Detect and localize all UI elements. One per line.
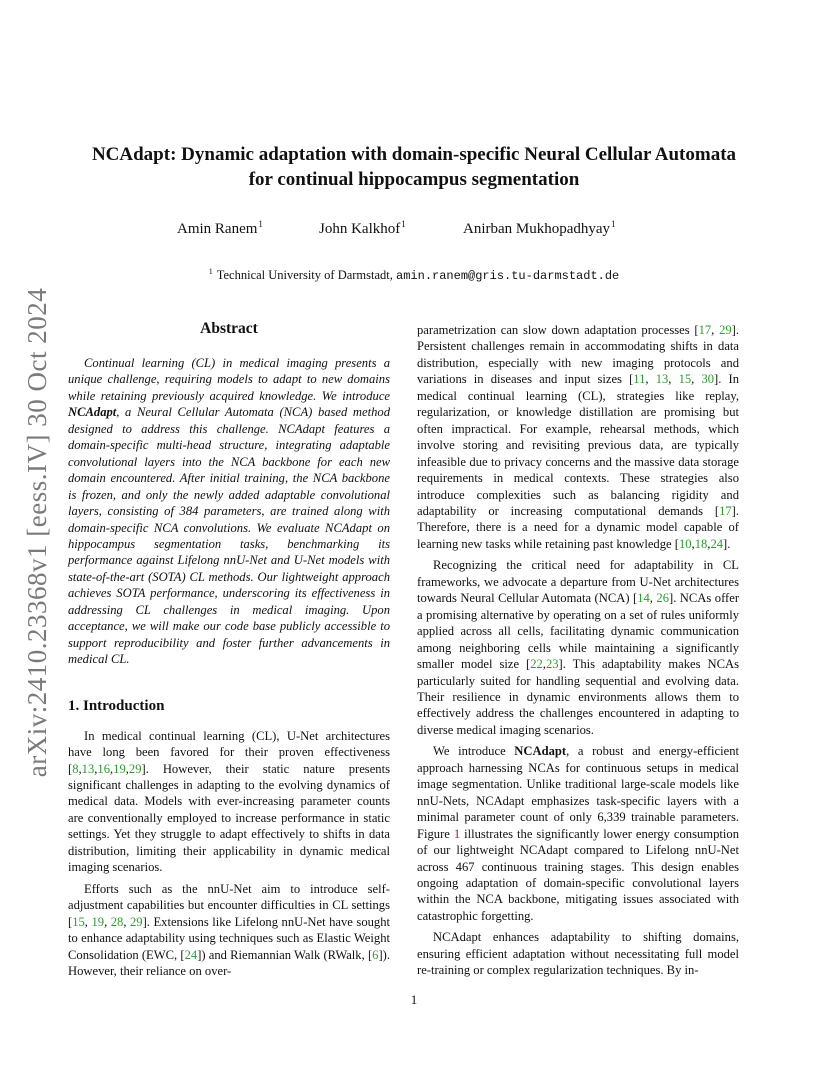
citation-link[interactable]: 28 <box>110 914 124 929</box>
citation-link[interactable]: 29 <box>130 914 143 929</box>
left-column <box>68 320 390 979</box>
citation-link[interactable]: 14 <box>637 591 650 606</box>
body-paragraph-adaptability: NCAdapt enhances adaptability to shifting domains, ensuring efficient adaptation without necessitating full model re-training or complex regularization techniques. By in- <box>417 930 739 978</box>
citation-link[interactable]: 30 <box>701 372 715 387</box>
citation-link[interactable]: 24 <box>710 536 724 551</box>
citation-link[interactable]: 19 <box>91 914 105 929</box>
intro-paragraph-2: Efforts such as the nnU-Net aim to introduce self-adjustment capabilities but encounter difficulties in CL settings [15, 19, 28, 29]. Extensions like Lifelong nnU-Net have sought to enhance adaptability using techniques such as Elastic Weight Consolidation (EWC, [24]) and Riemannian Walk (RWalk, [6]). However, their reliance on over- <box>68 881 391 978</box>
citation-link[interactable]: 13 <box>81 761 95 776</box>
section-heading-introduction: 1. Introduction <box>68 697 165 714</box>
title-line-2: for continual hippocampus segmentation <box>248 169 580 190</box>
author-list <box>0 219 828 241</box>
citation-link[interactable]: 16 <box>97 761 110 776</box>
author-1: Amin Ranem$^1$ <box>177 219 263 237</box>
citation-link[interactable]: 15 <box>678 372 692 387</box>
figure-reference-link[interactable]: 1 <box>453 826 461 841</box>
body-paragraph-ncadapt: We introduce NCAdapt, a robust and energy-efficient approach harnessing NCAs for continuous setups in medical image segmentation. Unlike traditional large-scale models like nnU-Nets, NCAdapt emphasizes task-specific layers with a minimal parameter count of only 6,339 trainable parameters. Figure 1 illustrates the significantly lower energy consumption of our lightweight NCAdapt compared to Lifelong nnU-Net across 467 continuous training stages. This design enables ongoing adaptation of domain-specific convolutional layers within the NCA backbone, mitigating issues associated with catastrophic forgetting. <box>417 744 739 923</box>
citation-link[interactable]: 24 <box>184 947 198 962</box>
title-line-1: NCAdapt: Dynamic adaptation with domain-specific Neural Cellular Automata <box>91 144 737 165</box>
citation-link[interactable]: 17 <box>698 323 712 337</box>
citation-link[interactable]: 23 <box>545 657 559 672</box>
citation-link[interactable]: 26 <box>656 591 669 606</box>
body-paragraph-continued: parametrization can slow down adaptation processes [17, 29]. Persistent challenges remain in accommodating shifts in data distribution, especially with new imaging protocols and variations in diseases and input sizes [11, 13, 15, 30]. In medical continual learning (CL), strategies like replay, regularization, or knowledge distillation are promising but often impractical. For example, rehearsal methods, which involve storing and revisiting previous data, are typically infeasible due to privacy concerns and the massive data storage requirements in medical contexts. These strategies also introduce complexities such as balancing rigidity and adaptability or increasing computational demands [17]. Therefore, there is a need for a dynamic model capable of learning new tasks while retaining past knowledge [10,18,24]. <box>417 323 739 551</box>
citation-link[interactable]: 8 <box>72 761 79 776</box>
page-number: 1 <box>410 992 418 1007</box>
citation-link[interactable]: 15 <box>72 914 85 929</box>
author-3: Anirban Mukhopadhyay$^1$ <box>463 219 616 237</box>
citation-link[interactable]: 13 <box>655 372 669 387</box>
right-column <box>417 322 739 979</box>
citation-link[interactable]: 10 <box>678 536 692 551</box>
citation-link[interactable]: 29 <box>719 323 732 337</box>
intro-paragraph-1: In medical continual learning (CL), U-Net architectures have long been favored for their proven effectiveness [8,13,16,19,29]. However, their static nature presents significant challenges in adapting to the evolving dynamics of medical data. Models with ever-increasing parameter counts are conventionally employed to increase performance in static settings. Yet they struggle to adapt effectively to shifts in data distribution, limiting their applicability in dynamic medical imaging scenarios. <box>68 728 390 875</box>
abstract-text: Continual learning (CL) in medical imaging presents a unique challenge, requiring models to adapt to new domains while retaining previously acquired knowledge. We introduce NCAdapt, a Neural Cellular Automata (NCA) based method designed to address this challenge. NCAdapt features a domain-specific multi-head structure, integrating adaptable convolutional layers into the NCA backbone for each new domain encountered. After initial training, the NCA backbone is frozen, and only the newly added adaptable convolutional layers, consisting of 384 parameters, are trained along with domain-specific NCA convolutions. We evaluate NCAdapt on hippocampus segmentation tasks, benchmarking its performance against Lifelong nnU-Net and U-Net models with state-of-the-art (SOTA) CL methods. Our lightweight approach achieves SOTA performance, underscoring its effectiveness in addressing CL challenges in medical imaging. Upon acceptance, we will make our code base publicly accessible to support reproducibility and foster further advancements in medical CL. <box>68 356 390 667</box>
arxiv-watermark <box>16 287 60 777</box>
citation-link[interactable]: 11 <box>633 372 646 387</box>
citation-link[interactable]: 17 <box>719 503 732 518</box>
affiliation-institution: Technical University of Darmstadt, <box>216 268 393 282</box>
abstract-heading: Abstract <box>200 320 258 337</box>
affiliation: $^1$ Technical University of Darmstadt, amin.ranem@gris.tu-darmstadt.de <box>208 267 620 283</box>
citation-link[interactable]: 6 <box>372 947 379 962</box>
arxiv-identifier: arXiv:2410.23368v1 [eess.IV] 30 Oct 2024 <box>22 287 53 777</box>
citation-link[interactable]: 19 <box>113 761 126 776</box>
citation-link[interactable]: 29 <box>128 761 142 776</box>
citation-link[interactable]: 18 <box>694 536 708 551</box>
author-2: John Kalkhof$^1$ <box>319 219 406 237</box>
author-email[interactable]: amin.ranem@gris.tu-darmstadt.de <box>396 269 620 283</box>
citation-link[interactable]: 22 <box>530 657 543 672</box>
paper-title <box>60 142 768 192</box>
body-paragraph-nca: Recognizing the critical need for adaptability in CL frameworks, we advocate a departure from U-Net architectures towards Neural Cellular Automata (NCA) [14, 26]. NCAs offer a promising alternative by operating on a set of rules uniformly applied across all cells, facilitating dynamic communication among neighboring cells while maintaining a significantly smaller model size [22,23]. This adaptability makes NCAs particularly suited for handling sequential and evolving data. Their resilience in dynamic environments allows them to effectively address the challenges encountered in adapting to diverse medical imaging scenarios. <box>417 558 740 737</box>
